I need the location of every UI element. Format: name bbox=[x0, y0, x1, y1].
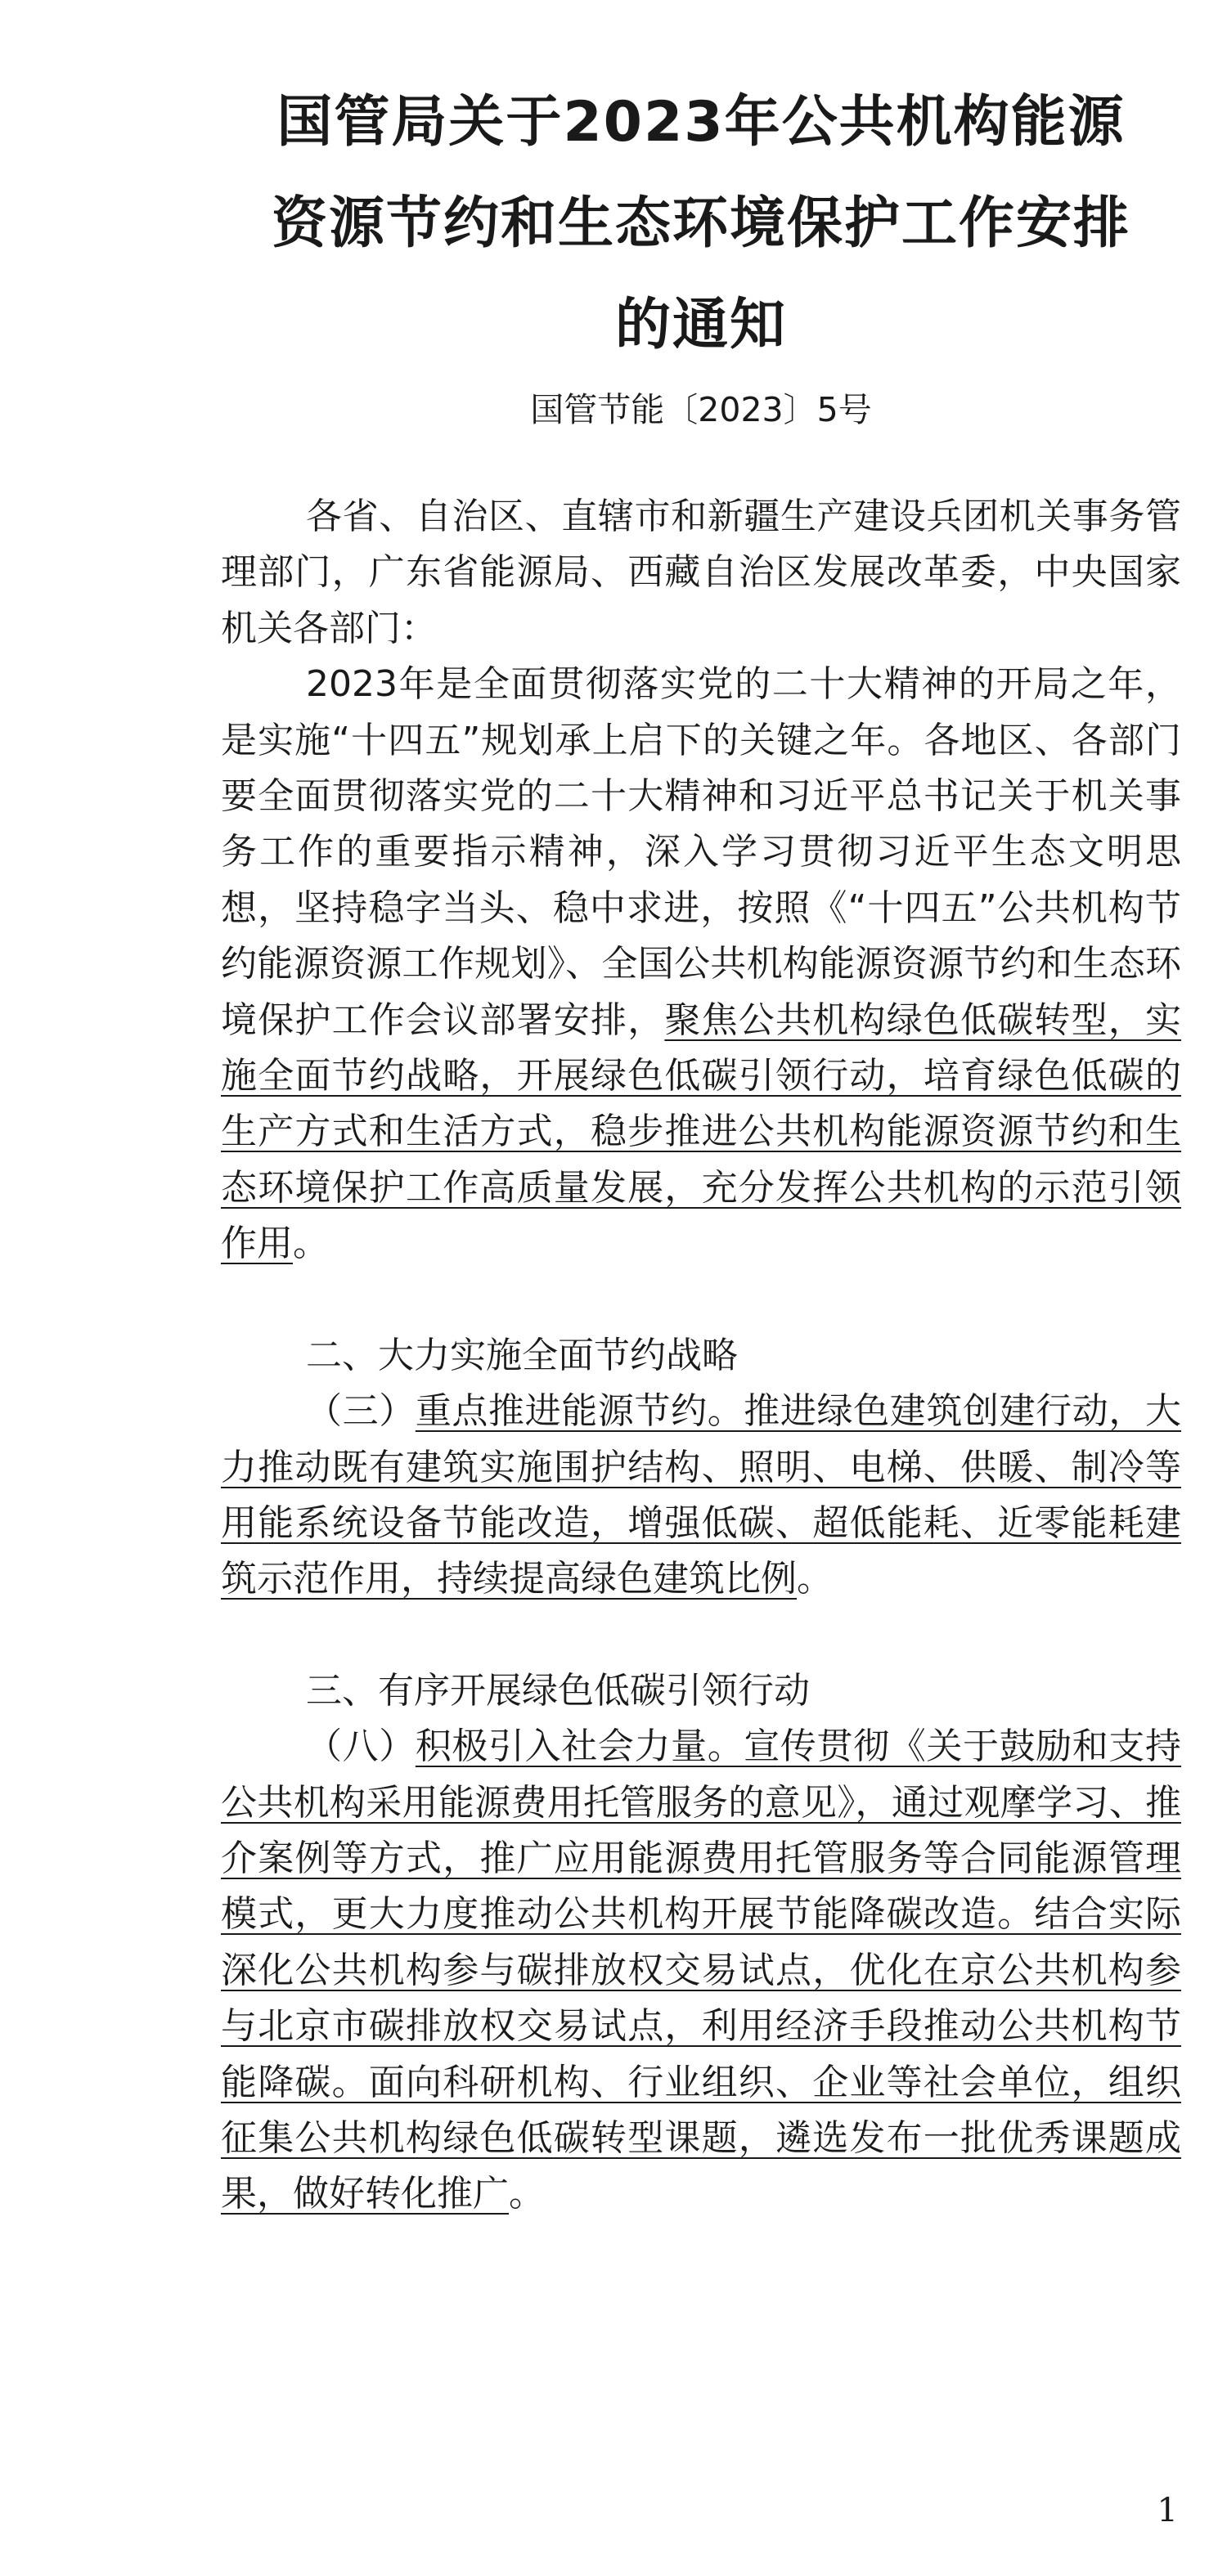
item-3-label: （三） bbox=[306, 1390, 416, 1433]
item-8-end-punctuation: 。 bbox=[509, 2173, 545, 2215]
section-2-heading: 二、大力实施全面节约战略 bbox=[306, 1334, 738, 1376]
salutation: 各省、自治区、直辖市和新疆生产建设兵团机关事务管理部门，广东省能源局、西藏自治区发展改革委，中央国家机关各部门： bbox=[221, 496, 1181, 649]
title-line-1: 国管局关于2023年公共机构能源 bbox=[276, 90, 1126, 155]
section-2-item-3 bbox=[221, 1384, 1181, 1608]
intro-paragraph bbox=[221, 657, 1181, 1272]
intro-text: 2023年是全面贯彻落实党的二十大精神的开局之年，是实施“十四五”规划承上启下的关键之年。各地区、各部门要全面贯彻落实党的二十大精神和习近平总书记关于机关事务工作的重要指示精神，深入学习贯彻习近平生态文明思想，坚持稳字当头、稳中求进，按照《“十四五”公共机构节约能源资源工作规划》、全国公共机构能源资源节约和生态环境保护工作会议部署安排， bbox=[221, 663, 1181, 1041]
paragraph-gap bbox=[221, 1608, 1181, 1663]
document-title bbox=[221, 72, 1181, 376]
item-8-label: （八） bbox=[306, 1726, 416, 1768]
section-3-heading: 三、有序开展绿色低碳引领行动 bbox=[306, 1669, 810, 1712]
title-line-3: 的通知 bbox=[614, 293, 787, 357]
section-3-item-8 bbox=[221, 1719, 1181, 2223]
page-number: 1 bbox=[1157, 2492, 1178, 2529]
item-8-underlined-text: 积极引入社会力量。宣传贯彻《关于鼓励和支持公共机构采用能源费用托管服务的意见》，通过观摩学习、推介案例等方式，推广应用能源费用托管服务等合同能源管理模式，更大力度推动公共机构开展节能降碳改造。结合实际深化公共机构参与碳排放权交易试点，优化在京公共机构参与北京市碳排放权交易试点，利用经济手段推动公共机构节能降碳。面向科研机构、行业组织、企业等社会单位，组织征集公共机构绿色低碳转型课题，遴选发布一批优秀课题成果，做好转化推广 bbox=[221, 1726, 1182, 2215]
title-line-2: 资源节约和生态环境保护工作安排 bbox=[271, 191, 1130, 256]
item-3-end-punctuation: 。 bbox=[797, 1558, 833, 1600]
document-body bbox=[221, 489, 1181, 2223]
intro-end-punctuation: 。 bbox=[293, 1223, 329, 1265]
item-3-underlined-text: 重点推进能源节约。推进绿色建筑创建行动，大力推动既有建筑实施围护结构、照明、电梯、供暖、制冷等用能系统设备节能改造，增强低碳、超低能耗、近零能耗建筑示范作用，持续提高绿色建筑比例 bbox=[221, 1390, 1182, 1600]
document-number: 国管节能〔2023〕5号 bbox=[530, 390, 872, 429]
paragraph-gap bbox=[221, 1272, 1181, 1328]
intro-underlined-text: 聚焦公共机构绿色低碳转型，实施全面节约战略，开展绿色低碳引领行动，培育绿色低碳的生产方式和生活方式，稳步推进公共机构能源资源节约和生态环境保护工作高质量发展，充分发挥公共机构的示范引领作用 bbox=[221, 999, 1182, 1265]
